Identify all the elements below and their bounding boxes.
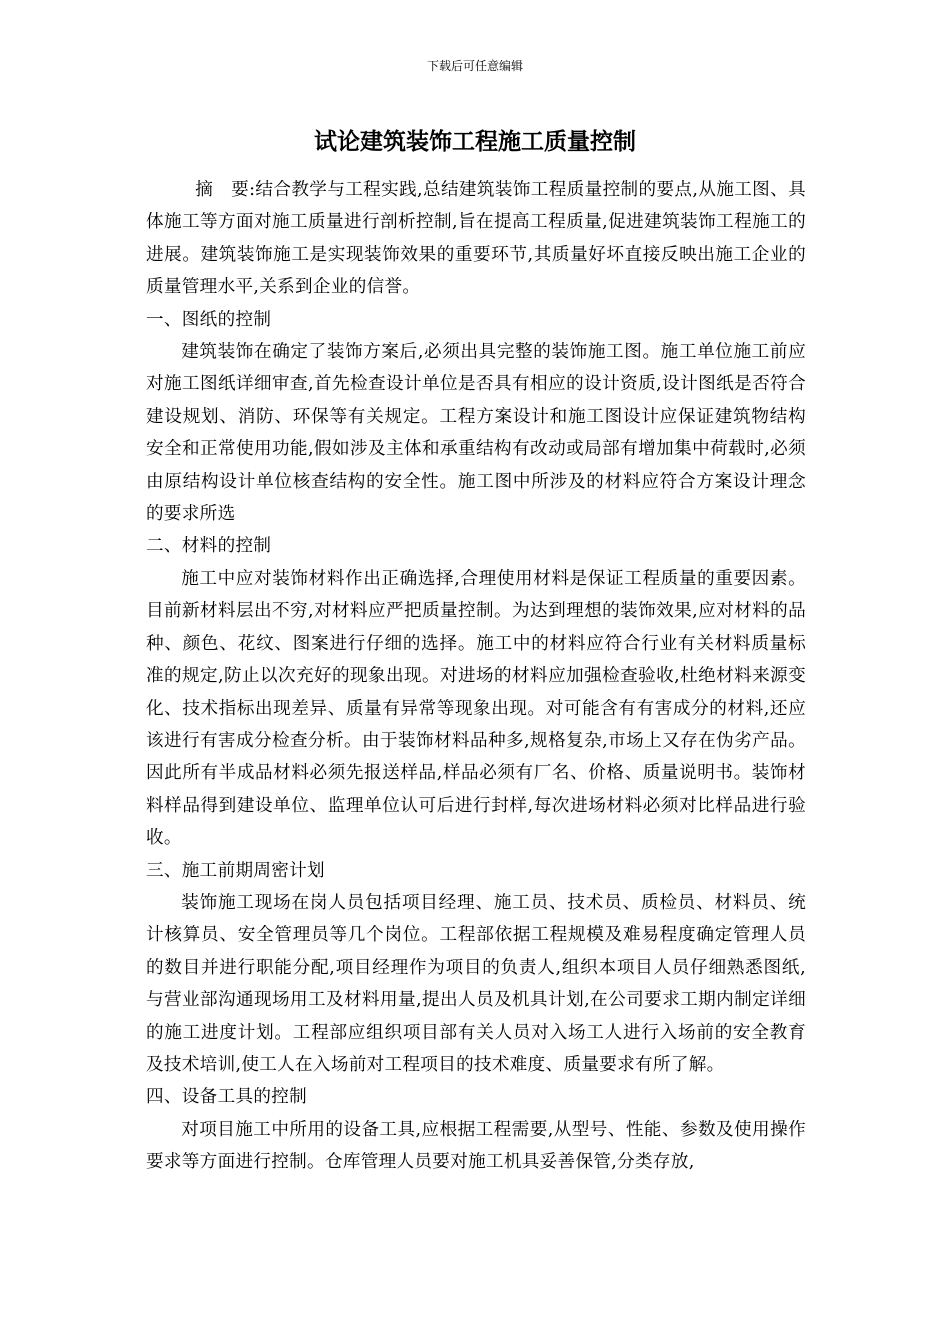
section-body-planning: 装饰施工现场在岗人员包括项目经理、施工员、技术员、质检员、材料员、统计核算员、安全管理员等几个岗位。工程部依据工程规模及难易程度确定管理人员的数目并进行职能分配,项目经理作为项目的负责人,组织本项目人员仔细熟悉图纸,与营业部沟通现场用工及材料用量,提出人员及机具计划,在公司要求工期内制定详细的施工进度计划。工程部应组织项目部有关人员对入场工人进行入场前的安全教育及技术培训,使工人在入场前对工程项目的技术难度、质量要求有所了解。 — [146, 892, 806, 1075]
abstract-paragraph: 摘 要:结合教学与工程实践,总结建筑装饰工程质量控制的要点,从施工图、具体施工等方面对施工质量进行剖析控制,旨在提高工程质量,促进建筑装饰工程施工的进展。建筑装饰施工是实现装饰效果的重要环节,其质量好坏直接反映出施工企业的质量管理水平,关系到企业的信誉。 — [146, 180, 806, 298]
section-heading-drawings: 一、图纸的控制 — [146, 309, 272, 330]
document-body — [146, 174, 806, 1179]
document-title: 试论建筑装饰工程施工质量控制 — [314, 129, 636, 155]
header-note: 下载后可任意编辑 — [426, 59, 523, 73]
section-body-drawings: 建筑装饰在确定了装饰方案后,必须出具完整的装饰施工图。施工单位施工前应对施工图纸详细审查,首先检查设计单位是否具有相应的设计资质,设计图纸是否符合建设规划、消防、环保等有关规定。工程方案设计和施工图设计应保证建筑物结构安全和正常使用功能,假如涉及主体和承重结构有改动或局部有增加集中荷载时,必须由原结构设计单位核查结构的安全性。施工图中所涉及的材料应符合方案设计理念的要求所选 — [146, 342, 806, 525]
section-body-equipment: 对项目施工中所用的设备工具,应根据工程需要,从型号、性能、参数及使用操作要求等方面进行控制。仓库管理人员要对施工机具妥善保管,分类存放, — [146, 1119, 806, 1173]
section-body-materials: 施工中应对装饰材料作出正确选择,合理使用材料是保证工程质量的重要因素。目前新材料层出不穷,对材料应严把质量控制。为达到理想的装饰效果,应对材料的品种、颜色、花纹、图案进行仔细的选择。施工中的材料应符合行业有关材料质量标准的规定,防止以次充好的现象出现。对进场的材料应加强检查验收,杜绝材料来源变化、技术指标出现差异、质量有异常等现象出现。对可能含有有害成分的材料,还应该进行有害成分检查分析。由于装饰材料品种多,规格复杂,市场上又存在伪劣产品。因此所有半成品材料必须先报送样品,样品必须有厂名、价格、质量说明书。装饰材料样品得到建设单位、监理单位认可后进行封样,每次进场材料必须对比样品进行验收。 — [146, 568, 806, 849]
section-heading-materials: 二、材料的控制 — [146, 536, 272, 557]
section-heading-planning: 三、施工前期周密计划 — [146, 860, 325, 881]
section-heading-equipment: 四、设备工具的控制 — [146, 1087, 308, 1108]
